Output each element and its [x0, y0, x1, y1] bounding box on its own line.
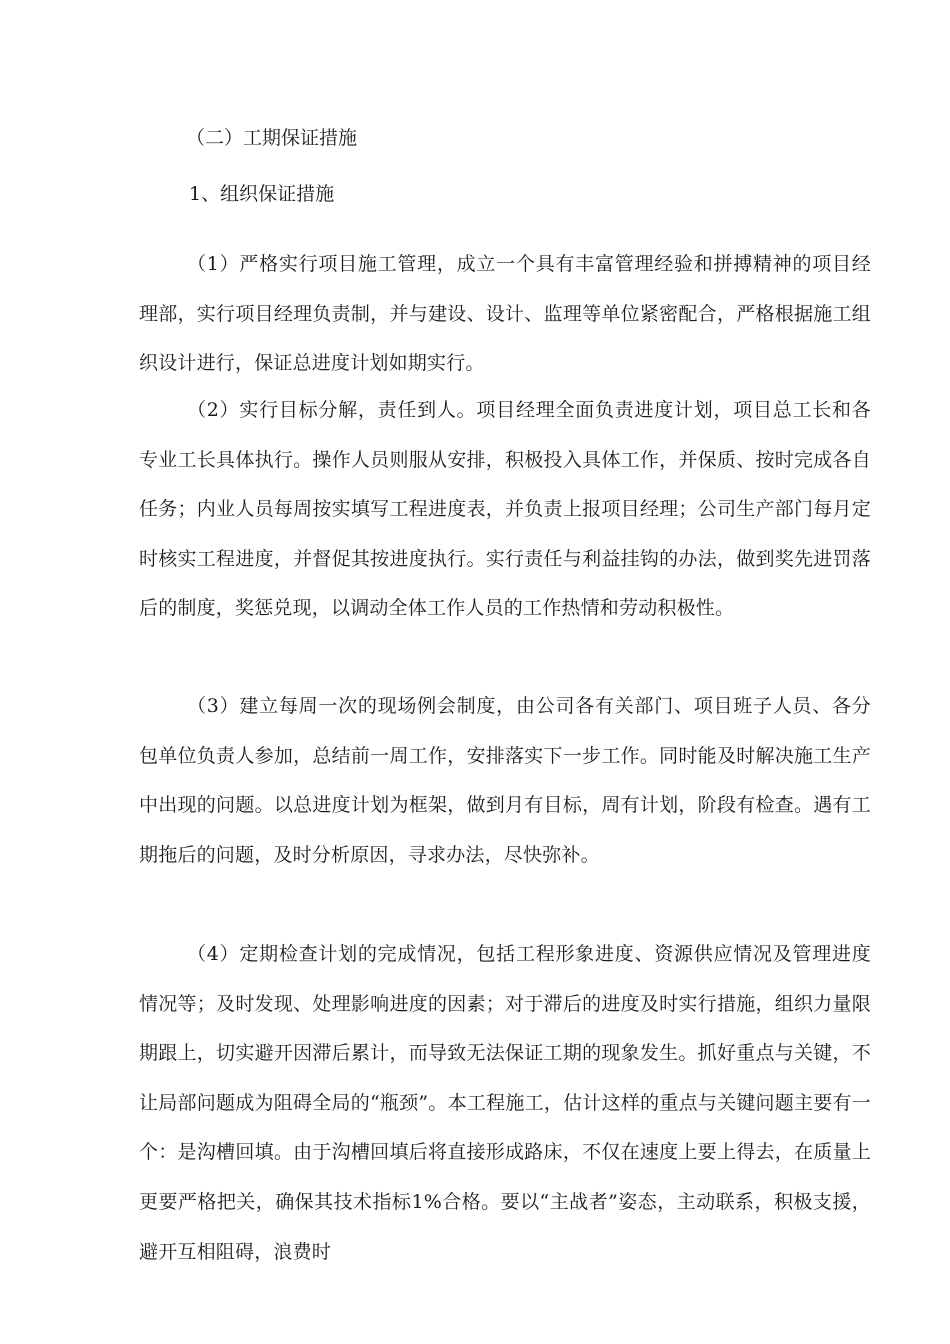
paragraph-4: （4）定期检查计划的完成情况，包括工程形象进度、资源供应情况及管理进度情况等；及时发现、处理影响进度的因素；对于滞后的进度及时实行措施，组织力量限期跟上，切实避开因滞后累计，而导致无法保证工期的现象发生。抓好重点与关键，不让局部问题成为阻碍全局的“瓶颈”。本工程施工，估计这样的重点与关键问题主要有一个：是沟槽回填。由于沟槽回填后将直接形成路床，不仅在速度上要上得去，在质量上更要严格把关，确保其技术指标1%合格。要以“主战者”姿态，主动联系，积极支援，避开互相阻碍，浪费时 — [139, 943, 871, 1263]
section-heading: （二）工期保证措施 — [186, 127, 358, 149]
paragraph-2: （2）实行目标分解，责任到人。项目经理全面负责进度计划，项目总工长和各专业工长具体执行。操作人员则服从安排，积极投入具体工作，并保质、按时完成各自任务；内业人员每周按实填写工程进度表，并负责上报项目经理；公司生产部门每月定时核实工程进度，并督促其按进度执行。实行责任与利益挂钩的办法，做到奖先进罚落后的制度，奖惩兑现，以调动全体工作人员的工作热情和劳动积极性。 — [139, 399, 871, 620]
paragraph-3: （3）建立每周一次的现场例会制度，由公司各有关部门、项目班子人员、各分包单位负责人参加，总结前一周工作，安排落实下一步工作。同时能及时解决施工生产中出现的问题。以总进度计划为框架，做到月有目标，周有计划，阶段有检查。遇有工期拖后的问题，及时分析原因，寻求办法，尽快弥补。 — [139, 695, 871, 866]
subsection-heading: 1、组织保证措施 — [189, 183, 335, 205]
paragraph-1: （1）严格实行项目施工管理，成立一个具有丰富管理经验和拼搏精神的项目经理部，实行项目经理负责制，并与建设、设计、监理等单位紧密配合，严格根据施工组织设计进行，保证总进度计划如期实行。 — [139, 253, 871, 375]
